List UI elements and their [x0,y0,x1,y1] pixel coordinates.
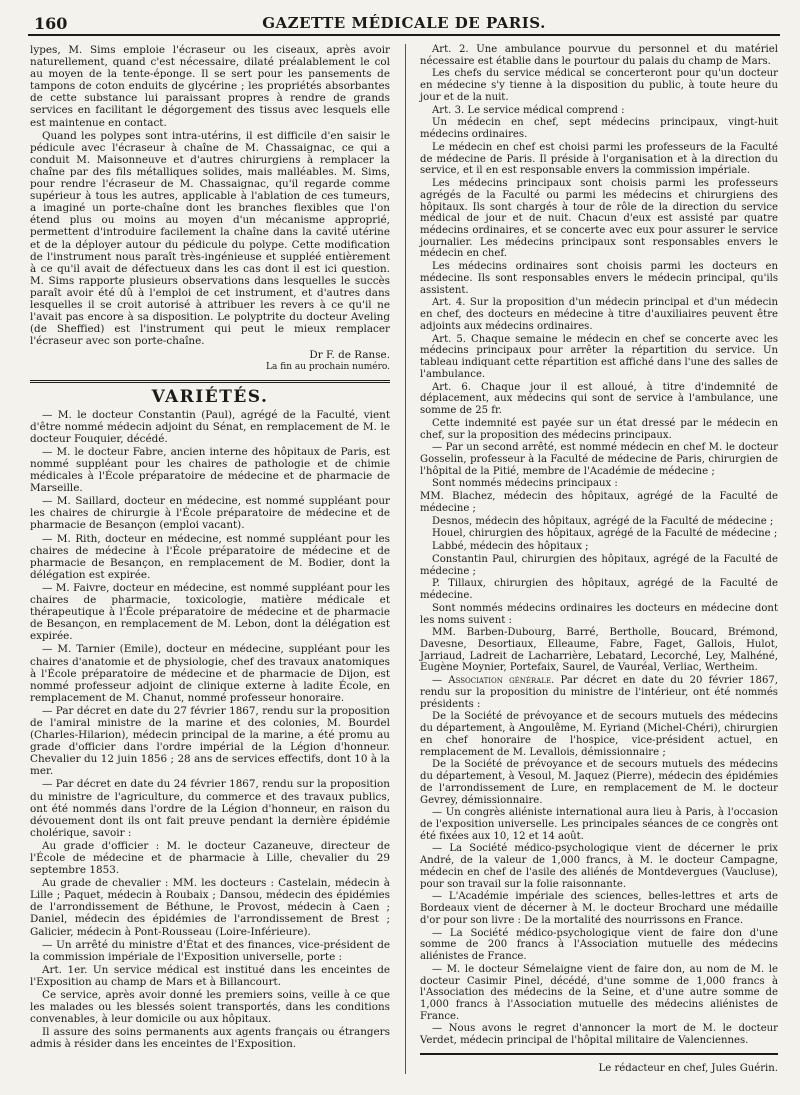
author-signature: Dr F. de Ranse. [309,349,390,362]
news-item: Sont nommés médecins principaux : [432,478,618,490]
news-item: P. Tillaux, chirurgien des hôpitaux, agrégé de la Faculté de médecine. [420,578,778,602]
news-item: — Nous avons le regret d'annoncer la mort de M. le docteur Verdet, médecin principal de l'hôpital militaire de Valenciennes. [420,1023,778,1047]
page-number: 160 [34,14,68,33]
news-item: — Par décret en date du 27 février 1867, rendu sur la proposition de l'amiral ministre de la marine et des colonies, M. Bourdel (Charles-Hilarion), médecin principal de la marine, a été promu au grade d'officier dans l'ordre impérial de la Légion d'honneur. Chevalier du 12 juin 1856 ; 28 ans de services effectifs, dont 10 à la mer. [30,704,390,778]
page-header [28,10,780,36]
news-item: Au grade d'officier : M. le docteur Cazaneuve, directeur de l'École de médecine et de pharmacie à Lille, chevalier du 29 septembre 1853. [30,839,390,877]
news-item: Constantin Paul, chirurgien des hôpitaux, agrégé de la Faculté de médecine ; [420,553,778,577]
news-item: MM. Blachez, médecin des hôpitaux, agrégé de la Faculté de médecine ; [420,491,778,514]
news-item: — M. Saillard, docteur en médecine, est nommé suppléant pour les chaires de chirurgie à l'École préparatoire de médecine et de pharmacie de Besançon (emploi vacant). [30,495,390,532]
news-item: Le médecin en chef est choisi parmi les professeurs de la Faculté de médecine de Paris. Il préside à l'organisation et à la direction du service, et il en est responsable envers la commission impériale. [420,141,778,177]
news-item: — M. Tarnier (Emile), docteur en médecine, suppléant pour les chaires d'anatomie et de physiologie, chef des travaux anatomiques à l'École préparatoire de médecine et de pharmacie de Dijon, est nommé professeur adjoint de clinique externe à ladite École, en remplacement de M. Chanut, nommé professeur honoraire. [30,643,390,704]
news-item: Art. 4. Sur la proposition d'un médecin principal et d'un médecin en chef, des docteurs en médecine à titre d'auxiliaires peuvent être adjoints aux médecins ordinaires. [420,297,778,332]
news-item: De la Société de prévoyance et de secours mutuels des médecins du département, à Angoulême, M. Eyriand (Michel-Chéri), chirurgien en chef honoraire de l'hospice, vice-président actuel, en remplacement de M. Levallois, démissionnaire ; [420,711,778,758]
news-item: Sont nommés médecins ordinaires les docteurs en médecine dont les noms suivent : [420,602,778,626]
news-item: Ce service, après avoir donné les premiers soins, veille à ce que les malades ou les blessés soient transportés, dans les conditions convenables, à leur domicile ou aux hôpitaux. [30,989,390,1026]
news-item: — Par un second arrêté, est nommé médecin en chef M. le docteur Gosselin, professeur à la Faculté de médecine de Paris, chirurgien de l'hôpital de la Pitié, membre de l'Académie de médecine ; [420,442,778,477]
news-item: — La Société médico-psychologique vient de décerner le prix André, de la valeur de 1,000 francs, à M. le docteur Campagne, médecin en chef de l'asile des aliénés de Montdevergues (Vaucluse), pour son travail sur la folie raisonnante. [420,843,778,890]
news-item: — Un congrès aliéniste international aura lieu à Paris, à l'occasion de l'exposition universelle. Les principales séances de ce congrès ont été fixées aux 10, 12 et 14 août. [420,807,778,842]
news-item: Labbé, médecin des hôpitaux ; [432,541,589,553]
news-item: Un médecin en chef, sept médecins principaux, vingt-huit médecins ordinaires. [420,117,778,141]
left-column [30,44,390,1052]
news-item [420,675,778,710]
item-body: Par décret en date du 20 février 1867, rendu sur la proposition du ministre de l'intérieur, ont été nommés présidents : [420,675,778,710]
news-item: — La Société médico-psychologique vient de faire don d'une somme de 200 francs à l'Association mutuelle des médecins aliénistes de France. [420,927,778,963]
article-paragraph: lypes, M. Sims emploie l'écraseur ou les ciseaux, après avoir naturellement, quand c'est nécessaire, dilaté préalablement le col au moyen de la tente-éponge. Il se sert pour les pansements de tampons de coton enduits de glycérine ; les propriétés absorbantes de cette substance lui paraissant propres à rendre de grands services en facilitant le dégorgement des tissus avec lesquels elle est maintenue en contact. [30,44,390,129]
end-rule [420,1053,778,1055]
news-item: — M. le docteur Constantin (Paul), agrégé de la Faculté, vient d'être nommé médecin adjoint du Sénat, en remplacement de M. le docteur Fouquier, décédé. [30,408,390,445]
news-item: — L'Académie impériale des sciences, belles-lettres et arts de Bordeaux vient de décerner à M. le docteur Brochard une médaille d'or pour son livre : De la mortalité des nourrissons en France. [420,891,778,926]
editor-signature: Le rédacteur en chef, Jules Guérin. [598,1062,778,1074]
section-title: VARIÉTÉS. [151,386,269,407]
news-item: Art. 3. Le service médical comprend : [432,104,625,116]
news-item: Les chefs du service médical se concerteront pour qu'un docteur en médecine s'y tienne à la disposition du public, à toute heure du jour et de la nuit. [420,68,778,103]
news-item: Art. 5. Chaque semaine le médecin en chef se concerte avec les médecins principaux pour arrêter la répartition du service. Un tableau indiquant cette répartition est affiché dans l'une des salles de l'ambulance. [420,333,779,380]
news-item: Il assure des soins permanents aux agents français ou étrangers admis à résider dans les enceintes de l'Exposition. [30,1026,390,1051]
news-item: De la Société de prévoyance et de secours mutuels des médecins du département, à Vesoul, M. Jaquez (Pierre), médecin des épidémies de l'arrondissement de Lure, en remplacement de M. le docteur Gevrey, démissionnaire. [420,759,778,806]
news-item: MM. Barben-Dubourg, Barré, Bertholle, Boucard, Brémond, Davesne, Desortiaux, Elleaume, Fabre, Faget, Gallois, Hulot, Jarriaud, Ladreit de Lacharrière, Lebatard, Lecorché, Ley, Malhéné, Eugène Moynier, Portefaix, Saurel, de Vauréal, Verliac, Wertheim. [420,627,778,674]
right-column [420,44,778,1075]
news-item: Houel, chirurgien des hôpitaux, agrégé de la Faculté de médecine ; [432,528,778,540]
news-item: — M. Faivre, docteur en médecine, est nommé suppléant pour les chaires de pharmacie, toxicologie, matière médicale et thérapeutique à l'École préparatoire de médecine et de pharmacie de Besançon, en remplacement de M. Lebon, dont la délégation est expirée. [30,581,390,643]
section-divider [30,380,390,383]
column-divider [405,44,406,1074]
news-item: Art. 6. Chaque jour il est alloué, à titre d'indemnité de déplacement, aux médecins qui sont de service à l'ambulance, une somme de 25 fr. [420,381,778,417]
news-item: Au grade de chevalier : MM. les docteurs : Castelain, médecin à Lille ; Paquet, médecin à Roubaix ; Dansou, médecin des épidémies de l'arrondissement de Béthune, le Provost, médecin à Caen ; Daniel, médecin des épidémies de l'arrondissement de Brest ; Galicier, médecin à Pont-Rousseau (Loire-Inférieure). [30,877,390,938]
news-item: — M. le docteur Fabre, ancien interne des hôpitaux de Paris, est nommé suppléant pour les chaires de pathologie et de chimie médicales à l'École préparatoire de médecine et de pharmacie de Marseille. [30,445,390,495]
article-paragraph: Quand les polypes sont intra-utérins, il est difficile d'en saisir le pédicule avec l'écraseur à chaîne de M. Chassaignac, ce qui a conduit M. Maisonneuve et d'autres chirurgiens à remplacer la chaîne par des fils métalliques solides, mais malléables. M. Sims, pour rendre l'écraseur de M. Chassaignac, qu'il regarde comme supérieur à tous les autres, applicable à l'ablation de ces tumeurs, a imaginé un porte-chaîne dont les branches flexibles que l'on étend plus ou moins au moyen d'un mécanisme approprié, permettent d'introduire facilement la chaîne dans la cavité utérine et de la déployer autour du pédicule du polype. Cette modification de l'instrument nous paraît très-ingénieuse et suppléé entièrement à ce qu'il avait de défectueux dans les cas dont il est ici question. M. Sims rapporte plusieurs observations dans lesquelles le succès paraît avoir été dû à l'emploi de cet instrument, et d'autres dans lesquelles il se croit autorisé à attribuer les revers à ce qu'il ne l'avait pas encore à sa disposition. Le polyptrite du docteur Aveling (de Sheffied) est l'instrument qui peut le mieux remplacer l'écraseur avec son porte-chaîne. [30,129,390,348]
continuation-note: La fin au prochain numéro. [266,362,390,373]
news-item: — Par décret en date du 24 février 1867, rendu sur la proposition du ministre de l'agriculture, du commerce et des travaux publics, ont été nommés dans l'ordre de la Légion d'honneur, en raison du dévouement dont ils ont fait preuve pendant la dernière épidémie cholérique, savoir : [30,778,390,839]
item-lead: — Association générale. [432,675,555,687]
journal-title: GAZETTE MÉDICALE DE PARIS. [262,14,546,32]
news-item: Les médecins principaux sont choisis parmi les professeurs agrégés de la Faculté ou parmi les médecins et chirurgiens des hôpitaux. Ils sont chargés à tour de rôle de la direction du service médical de jour et de nuit. Chacun d'eux est assisté par quatre médecins ordinaires, et se concerte avec eux pour assurer le service journalier. Les médecins principaux sont responsables envers le médecin en chef. [420,178,778,260]
news-item: — M. Rith, docteur en médecine, est nommé suppléant pour les chaires de médecine à l'École préparatoire de médecine et de pharmacie de Besançon, en remplacement de M. Bodier, dont la délégation est expirée. [30,532,390,581]
news-item: Desnos, médecin des hôpitaux, agrégé de la Faculté de médecine ; [432,515,774,527]
news-item: Cette indemnité est payée sur un état dressé par le médecin en chef, sur la proposition des médecins principaux. [420,417,778,441]
news-item: — M. le docteur Sémelaigne vient de faire don, au nom de M. le docteur Casimir Pinel, décédé, d'une somme de 1,000 francs à l'Association des médecins de la Seine, et d'une autre somme de 1,000 francs à l'Association mutuelle des médecins aliénistes de France. [420,963,778,1022]
news-item: Art. 1er. Un service médical est institué dans les enceintes de l'Exposition au champ de Mars et à Billancourt. [30,963,390,988]
news-item: Les médecins ordinaires sont choisis parmi les docteurs en médecine. Ils sont responsables envers le médecin principal, qu'ils assistent. [420,261,778,296]
news-item: Art. 2. Une ambulance pourvue du personnel et du matériel nécessaire est établie dans le pourtour du palais du champ de Mars. [420,44,778,67]
news-item: — Un arrêté du ministre d'État et des finances, vice-président de la commission impériale de l'Exposition universelle, porte : [30,938,390,963]
